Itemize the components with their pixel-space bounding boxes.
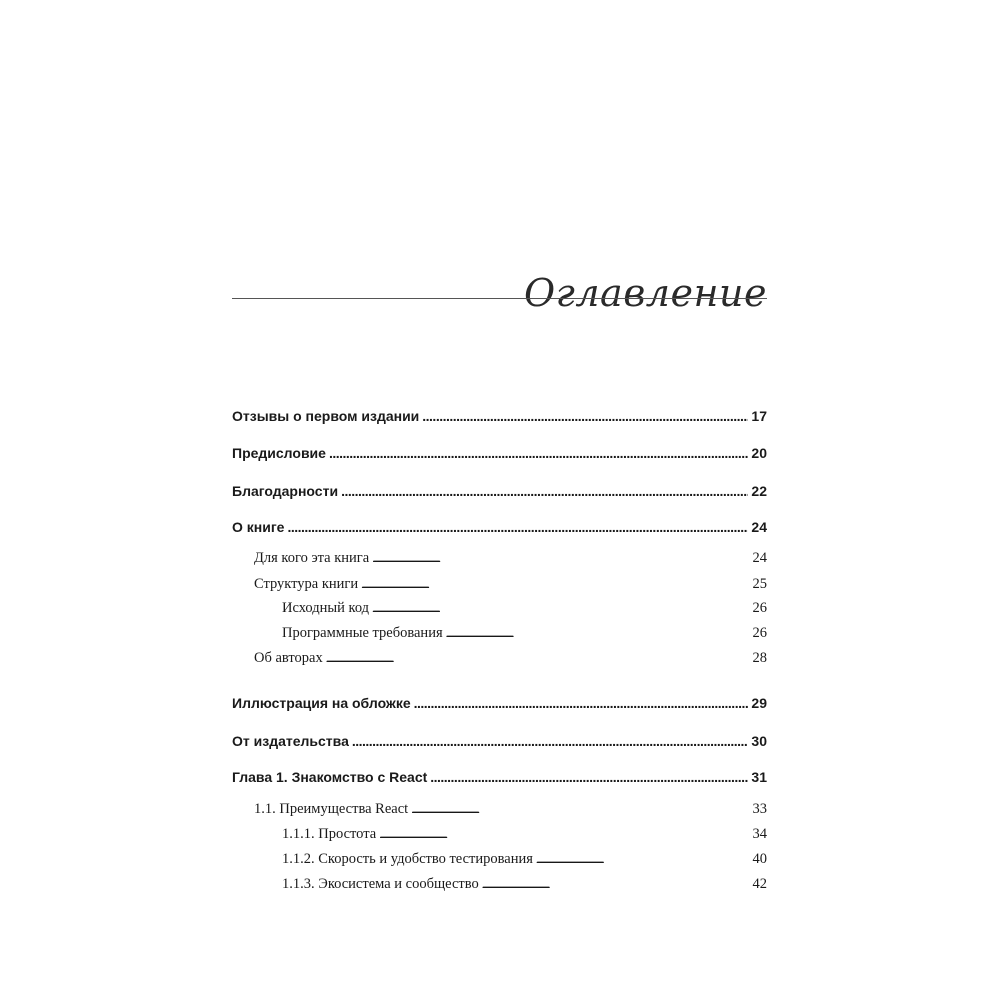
toc-entry-label: Иллюстрация на обложке — [232, 695, 411, 711]
toc-entry-label: Программные требования — [282, 625, 443, 641]
toc-dot-leader — [379, 826, 749, 844]
toc-dot-leader — [482, 876, 750, 894]
toc-dot-leader — [372, 600, 749, 618]
toc-entry-section-1-1-1[interactable] — [282, 825, 767, 844]
toc-entry-page: 20 — [751, 445, 767, 461]
toc-entry-acknowledgements[interactable] — [232, 482, 767, 500]
toc-dot-leader — [430, 768, 748, 786]
toc-dot-leader — [446, 625, 750, 643]
toc-entry-page: 29 — [751, 695, 767, 711]
toc-entry-book-structure[interactable] — [254, 575, 767, 594]
toc-entry-label: Об авторах — [254, 650, 323, 666]
toc-entry-page: 31 — [751, 769, 767, 785]
toc-entry-audience[interactable] — [254, 549, 767, 568]
toc-entry-label: Глава 1. Знакомство с React — [232, 769, 428, 785]
toc-entry-label: Исходный код — [282, 600, 370, 616]
toc-entry-preface[interactable] — [232, 444, 767, 462]
toc-entry-page: 30 — [751, 733, 767, 749]
toc-entry-label: 1.1.3. Экосистема и сообщество — [282, 876, 479, 892]
toc-entry-section-1-1-3[interactable] — [282, 875, 767, 894]
toc-dot-leader — [341, 482, 748, 500]
toc-entry-label: Для кого эта книга — [254, 550, 370, 566]
toc-entry-label: От издательства — [232, 733, 349, 749]
toc-entry-page: 17 — [751, 408, 767, 424]
toc-entry-source-code[interactable] — [282, 599, 767, 618]
toc-entry-label: Благодарности — [232, 483, 339, 499]
toc-entry-section-1-1[interactable] — [254, 800, 767, 819]
toc-entry-page: 25 — [752, 576, 767, 592]
toc-dot-leader — [372, 550, 749, 568]
toc-dot-leader — [536, 851, 750, 869]
toc-entry-page: 26 — [752, 625, 767, 641]
toc-dot-leader — [411, 801, 749, 819]
toc-entry-page: 28 — [752, 650, 767, 666]
toc-entry-label: 1.1. Преимущества React — [254, 801, 409, 817]
toc-entry-page: 40 — [752, 851, 767, 867]
table-of-contents — [232, 0, 767, 1000]
toc-entry-page: 26 — [752, 600, 767, 616]
toc-entry-about-book[interactable] — [232, 518, 767, 536]
toc-entry-page: 24 — [751, 519, 767, 535]
toc-dot-leader — [287, 518, 748, 536]
toc-entry-label: Структура книги — [254, 576, 359, 592]
toc-entry-label: Отзывы о первом издании — [232, 408, 420, 424]
toc-entry-label: О книге — [232, 519, 285, 535]
toc-entry-page: 22 — [751, 483, 767, 499]
toc-entry-chapter-1[interactable] — [232, 768, 767, 786]
toc-dot-leader — [414, 694, 749, 712]
toc-entry-software-requirements[interactable] — [282, 624, 767, 643]
toc-dot-leader — [326, 650, 750, 668]
toc-entry-page: 24 — [752, 550, 767, 566]
toc-entry-cover-illustration[interactable] — [232, 694, 767, 712]
toc-entry-from-publisher[interactable] — [232, 732, 767, 750]
toc-entry-page: 42 — [752, 876, 767, 892]
toc-entry-page: 33 — [752, 801, 767, 817]
toc-dot-leader — [361, 576, 749, 594]
toc-entry-about-authors[interactable] — [254, 649, 767, 668]
toc-entry-reviews[interactable] — [232, 407, 767, 425]
toc-entry-section-1-1-2[interactable] — [282, 850, 767, 869]
toc-dot-leader — [422, 407, 748, 425]
toc-dot-leader — [352, 732, 749, 750]
toc-entry-label: 1.1.2. Скорость и удобство тестирования — [282, 851, 533, 867]
toc-entry-page: 34 — [752, 826, 767, 842]
toc-entry-label: Предисловие — [232, 445, 326, 461]
toc-dot-leader — [329, 444, 748, 462]
page-title: Оглавление — [523, 271, 767, 316]
toc-entry-label: 1.1.1. Простота — [282, 826, 377, 842]
